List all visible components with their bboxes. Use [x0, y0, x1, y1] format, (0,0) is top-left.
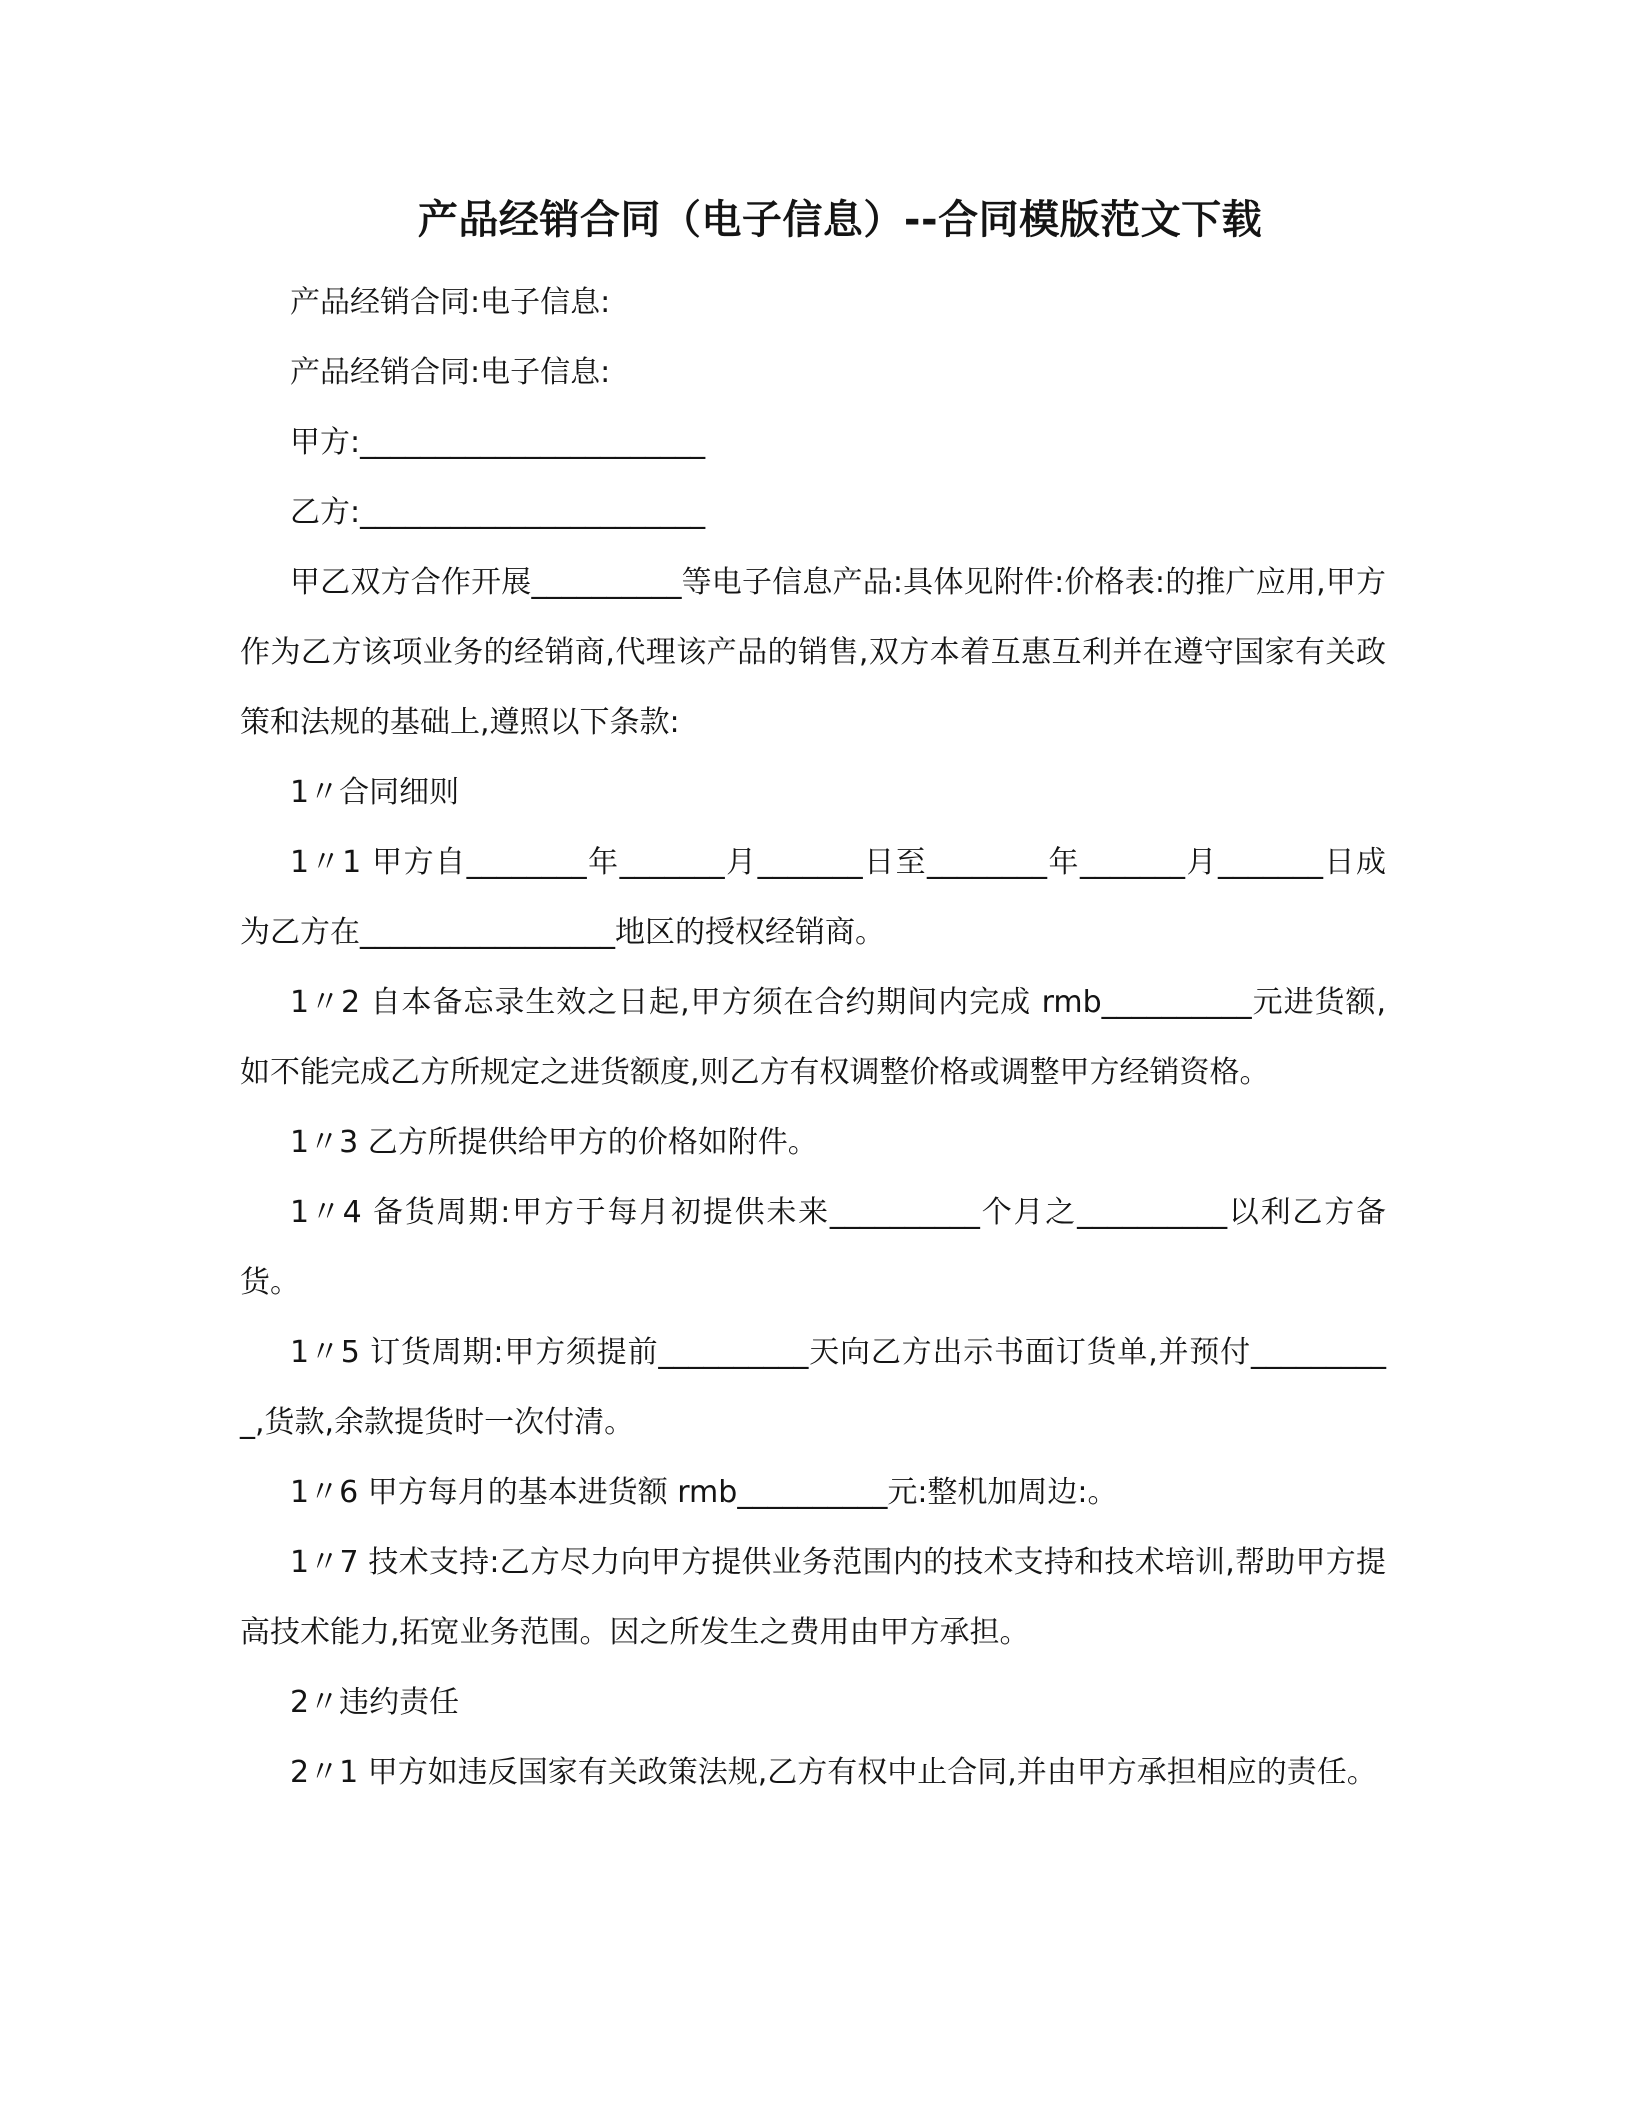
- clause-2-1: 2〃1 甲方如违反国家有关政策法规,乙方有权中止合同,并由甲方承担相应的责任。: [290, 1755, 1377, 1790]
- preamble-paragraph: 甲乙双方合作开展__________等电子信息产品:具体见附件:价格表:的推广应用,甲方作为乙方该项业务的经销商,代理该产品的销售,双方本着互惠互利并在遵守国家有关政策和法规的基础上,遵照以下条款:: [240, 565, 1386, 740]
- clause-1-2: 1〃2 自本备忘录生效之日起,甲方须在合约期间内完成 rmb__________元进货额,如不能完成乙方所规定之进货额度,则乙方有权调整价格或调整甲方经销资格。: [240, 985, 1386, 1090]
- section-heading-2: 2〃违约责任: [290, 1685, 460, 1720]
- clause-1-7: 1〃7 技术支持:乙方尽力向甲方提供业务范围内的技术支持和技术培训,帮助甲方提高技术能力,拓宽业务范围。因之所发生之费用由甲方承担。: [240, 1545, 1386, 1650]
- document-title: 产品经销合同（电子信息）--合同模版范文下载: [417, 197, 1263, 243]
- clause-1-1: 1〃1 甲方自________年_______月_______日至________年_______月_______日成为乙方在_________________地区的授权经销商。: [240, 845, 1386, 950]
- paragraph-subtitle-2: 产品经销合同:电子信息:: [290, 355, 611, 390]
- clause-1-6: 1〃6 甲方每月的基本进货额 rmb__________元:整机加周边:。: [290, 1475, 1118, 1510]
- clause-1-3: 1〃3 乙方所提供给甲方的价格如附件。: [290, 1125, 818, 1160]
- clause-1-5: 1〃5 订货周期:甲方须提前__________天向乙方出示书面订货单,并预付__________,货款,余款提货时一次付清。: [240, 1335, 1386, 1440]
- clause-1-4: 1〃4 备货周期:甲方于每月初提供未来__________个月之__________以利乙方备货。: [240, 1195, 1386, 1300]
- party-b-line: 乙方:_______________________: [290, 495, 706, 530]
- section-heading-1: 1〃合同细则: [290, 775, 460, 810]
- party-a-line: 甲方:_______________________: [290, 425, 706, 460]
- document-body: [240, 268, 1386, 1808]
- paragraph-subtitle-1: 产品经销合同:电子信息:: [290, 285, 611, 320]
